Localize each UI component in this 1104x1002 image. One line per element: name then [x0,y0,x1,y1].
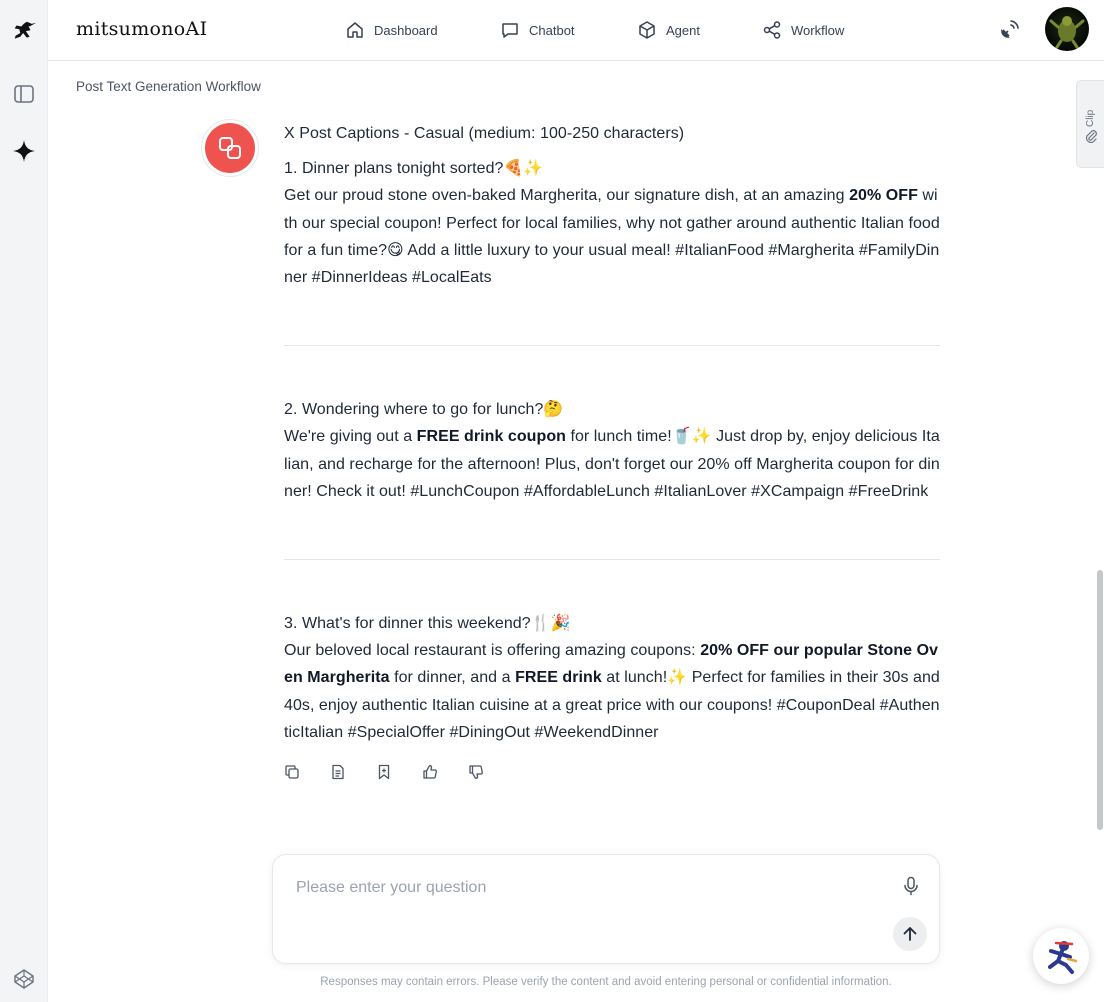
home-icon [345,20,365,40]
bookmark-icon[interactable] [376,764,392,780]
post-title: 2. Wondering where to go for lunch?🤔 [284,401,564,419]
disclaimer-text: Responses may contain errors. Please verify the content and avoid entering personal or confidential information. [320,976,892,988]
post-highlight: FREE drink [515,669,602,687]
post-text: for dinner, and a [389,669,516,687]
nav-dashboard[interactable] [345,18,438,42]
bot-avatar [201,119,259,177]
post-body [284,182,940,291]
brand-name[interactable]: mitsumonoAI [76,18,208,40]
arrow-up-icon [901,925,919,943]
post-body [284,423,940,505]
post-list [284,155,940,746]
nav-dashboard-label: Dashboard [374,22,438,38]
post-highlight: 20% OFF our popular Stone Oven Margherita [284,642,939,687]
paperclip-icon [1084,129,1098,143]
page-title: Post Text Generation Workflow [76,79,261,94]
cube-icon [637,20,657,40]
question-input[interactable] [296,877,856,899]
post-text: Our beloved local restaurant is offering amazing coupons: [284,642,701,660]
thumbs-down-icon[interactable] [468,764,484,780]
sparkle-icon[interactable] [10,137,38,165]
avatar[interactable] [1045,7,1089,51]
satellite-dish-icon[interactable] [997,18,1021,42]
post-highlight: FREE drink coupon [416,428,566,446]
post-body [284,637,940,746]
ninja-logo-icon[interactable] [10,19,38,47]
post-text: with our special coupon! Perfect for local families, why not gather around authentic Italian food for a fun time?😋 Add a little luxury to your usual meal! #ItalianFood #Margherita #FamilyDinner #DinnerIdeas #LocalEats [284,187,940,287]
nav-chatbot[interactable] [500,18,575,42]
post-divider [284,345,940,346]
document-icon[interactable] [330,764,346,780]
chat-bubble-icon [500,20,520,40]
top-bar [48,0,1104,61]
nav-agent[interactable] [637,18,700,42]
post-text: Get our proud stone oven-baked Margherita, our signature dish, at an amazing [284,187,850,205]
post-divider [284,559,940,560]
nav-workflow-label: Workflow [791,22,845,38]
copy-icon[interactable] [284,764,300,780]
message-actions [284,764,484,780]
ninja-mascot-icon [1042,937,1080,975]
thumbs-up-icon[interactable] [422,764,438,780]
sidebar-toggle-icon[interactable] [10,80,38,108]
nav-workflow[interactable] [762,18,844,42]
message-heading: X Post Captions - Casual (medium: 100-250 characters) [284,125,685,142]
chat-composer [272,854,940,964]
assistant-launcher-button[interactable] [1033,928,1089,984]
share-nodes-icon [762,20,782,40]
post-title: 1. Dinner plans tonight sorted?🍕✨ [284,160,544,178]
post-text: at lunch!✨ Perfect for families in their 30s and 40s, enjoy authentic Italian cuisine at a great price with our coupons! #CouponDeal #AuthenticItalian #SpecialOffer #DiningOut #WeekendDinner [284,669,940,741]
post-text: for lunch time!🥤✨ Just drop by, enjoy delicious Italian, and recharge for the afternoon! Plus, don't forget our 20% off Margherita coupon for dinner! Check it out! #LunchCoupon #AffordableLunch #ItalianLover #XCampaign #FreeDrink [284,428,940,500]
clip-tab[interactable] [1076,80,1104,168]
nav-agent-label: Agent [666,22,700,38]
clip-label: Clip [1085,109,1096,127]
workflow-nodes-icon [216,134,244,162]
scrollbar-thumb[interactable] [1097,570,1103,830]
send-button[interactable] [893,917,927,951]
nav-chatbot-label: Chatbot [529,22,575,38]
post-text: We're giving out a [284,428,417,446]
codepen-icon[interactable] [10,965,38,993]
post-title: 3. What's for dinner this weekend?🍴🎉 [284,615,571,633]
post-highlight: 20% OFF [849,187,918,205]
assistant-message [284,120,940,746]
microphone-icon[interactable] [900,875,922,897]
left-rail [0,0,48,1002]
